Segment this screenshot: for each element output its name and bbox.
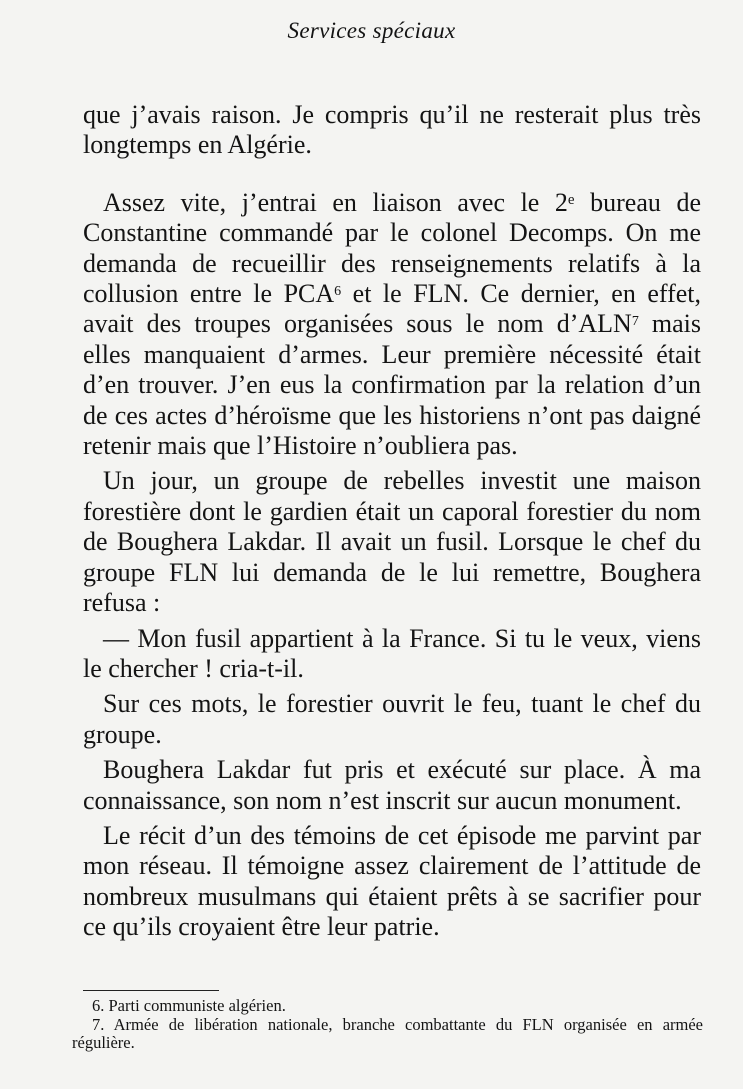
footnote-7: 7. Armée de libération nationale, branche combattante du FLN organisée en armée régulière. — [72, 1014, 703, 1052]
paragraph-2-part-b: bureau de Constantine commandé par le colonel Decomps. On me demanda de recueillir des renseignements relatifs à la collusion entre le PCA — [83, 187, 701, 309]
paragraph-2-part-c: et le FLN. Ce dernier, en effet, avait des troupes organisées sous le nom d’ALN — [83, 279, 701, 339]
paragraph-4-dialogue: — Mon fusil appartient à la France. Si tu le veux, viens le chercher ! cria-t-il. — [83, 623, 701, 683]
body-text — [83, 100, 701, 943]
footnote-divider — [83, 990, 219, 991]
paragraph-7: Le récit d’un des témoins de cet épisode me parvint par mon réseau. Il témoigne assez clairement de l’attitude de nombreux musulmans qui étaient prêts à se sacrifier pour ce qu’ils croyaient être leur patrie. — [83, 820, 701, 942]
footnote-ref-7: 7 — [631, 314, 639, 330]
running-title: Services spéciaux — [287, 18, 456, 43]
paragraph-3: Un jour, un groupe de rebelles investit une maison forestière dont le gardien était un caporal forestier du nom de Boughera Lakdar. Il avait un fusil. Lorsque le chef du groupe FLN lui demanda de le lui remettre, Boughera refusa : — [83, 466, 701, 618]
paragraph-2-part-d: mais elles manquaient d’armes. Leur première nécessité était d’en trouver. J’en eus la confirmation par la relation d’un de ces actes d’héroïsme que les historiens n’ont pas daigné retenir mais que l’Histoire n’oubliera pas. — [83, 309, 702, 461]
paragraph-1: que j’avais raison. Je compris qu’il ne resterait plus très longtemps en Algérie. — [83, 100, 701, 160]
footnotes — [72, 997, 703, 1053]
paragraph-5: Sur ces mots, le forestier ouvrit le feu, tuant le chef du groupe. — [83, 689, 701, 749]
ordinal-superscript: e — [567, 191, 575, 208]
footnote-ref-6: 6 — [334, 284, 342, 300]
paragraph-2-part-a: Assez vite, j’entrai en liaison avec le 2 — [103, 187, 568, 217]
paragraph-2 — [83, 188, 701, 462]
paragraph-6: Boughera Lakdar fut pris et exécuté sur place. À ma connaissance, son nom n’est inscrit sur aucun monument. — [83, 755, 701, 815]
footnote-6: 6. Parti communiste algérien. — [92, 996, 286, 1015]
